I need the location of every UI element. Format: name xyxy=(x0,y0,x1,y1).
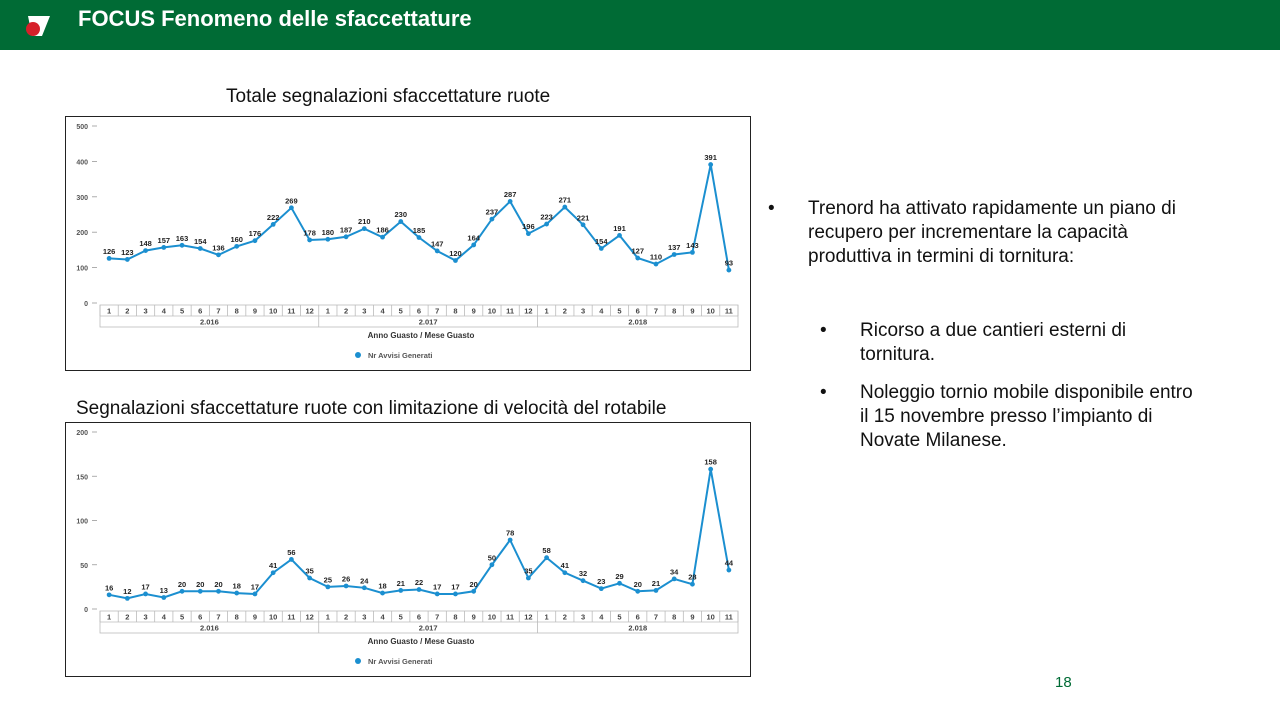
x-tick-label: 5 xyxy=(617,612,622,622)
data-point xyxy=(380,591,385,596)
data-label: 223 xyxy=(540,212,553,222)
x-tick-label: 7 xyxy=(435,612,440,622)
data-point xyxy=(672,577,677,582)
x-tick-label: 8 xyxy=(234,612,239,622)
data-label: 191 xyxy=(613,223,626,233)
x-tick-label: 7 xyxy=(653,612,659,622)
x-tick-label: 2 xyxy=(562,612,567,622)
data-label: 34 xyxy=(670,567,679,577)
data-point xyxy=(490,217,495,222)
data-label: 154 xyxy=(595,236,608,246)
data-point xyxy=(180,243,185,248)
data-label: 136 xyxy=(212,243,225,253)
x-tick-label: 11 xyxy=(287,306,296,316)
chart-2-title: Segnalazioni sfaccettature ruote con limitazione di velocità del rotabile xyxy=(76,398,667,419)
data-label: 137 xyxy=(667,243,681,253)
data-point xyxy=(398,588,403,593)
data-label: 163 xyxy=(175,233,189,243)
x-tick-label: 5 xyxy=(179,612,185,622)
data-label: 20 xyxy=(196,579,205,589)
legend-marker xyxy=(355,658,361,664)
data-label: 187 xyxy=(339,225,353,235)
x-tick-label: 2 xyxy=(562,306,567,316)
x-tick-label: 9 xyxy=(690,612,695,622)
bullet-marker: • xyxy=(820,382,827,403)
y-tick-label: 50 xyxy=(80,562,88,570)
data-point xyxy=(526,576,531,581)
data-label: 18 xyxy=(378,581,387,591)
x-tick-label: 9 xyxy=(471,306,476,316)
data-point xyxy=(271,570,276,575)
data-point xyxy=(417,235,422,240)
x-tick-label: 5 xyxy=(617,306,622,316)
data-point xyxy=(417,587,422,592)
x-tick-label: 10 xyxy=(268,306,278,316)
data-label: 25 xyxy=(323,575,333,585)
data-label: 222 xyxy=(266,212,280,222)
data-point xyxy=(289,557,294,562)
data-point xyxy=(307,238,312,243)
data-point xyxy=(325,584,330,589)
bullet-marker: • xyxy=(820,320,827,341)
data-label: 17 xyxy=(141,582,150,592)
data-point xyxy=(362,585,367,590)
x-tick-label: 11 xyxy=(287,612,296,622)
data-label: 287 xyxy=(503,189,517,199)
data-point xyxy=(198,246,203,251)
x-tick-label: 9 xyxy=(471,612,476,622)
x-tick-label: 10 xyxy=(268,612,278,622)
bullet-marker: • xyxy=(768,198,775,219)
x-tick-label: 1 xyxy=(107,306,112,316)
x-tick-label: 2 xyxy=(343,612,349,622)
x-tick-label: 6 xyxy=(198,306,203,316)
x-tick-label: 8 xyxy=(234,306,239,316)
data-label: 17 xyxy=(451,582,460,592)
data-label: 160 xyxy=(230,234,243,244)
data-label: 158 xyxy=(704,457,717,467)
data-label: 20 xyxy=(177,579,187,589)
x-tick-label: 5 xyxy=(398,612,403,622)
data-label: 147 xyxy=(430,239,444,249)
x-axis-title: Anno Guasto / Mese Guasto xyxy=(367,637,475,646)
data-label: 157 xyxy=(157,235,171,245)
x-tick-label: 11 xyxy=(724,306,733,316)
year-label: 2.016 xyxy=(199,623,219,633)
data-point xyxy=(708,162,713,167)
data-label: 196 xyxy=(522,222,535,232)
x-tick-label: 7 xyxy=(653,306,659,316)
x-tick-label: 7 xyxy=(435,306,440,316)
page-number: 18 xyxy=(1055,674,1072,691)
x-tick-label: 9 xyxy=(252,612,258,622)
data-point xyxy=(672,252,677,257)
y-tick-label: 0 xyxy=(84,607,88,614)
data-point xyxy=(726,568,731,573)
data-label: 58 xyxy=(542,546,551,556)
data-point xyxy=(107,256,112,261)
data-point xyxy=(526,231,531,236)
x-tick-label: 11 xyxy=(724,612,733,622)
data-label: 26 xyxy=(341,574,351,584)
x-tick-label: 9 xyxy=(690,306,695,316)
data-label: 186 xyxy=(376,225,389,235)
data-label: 20 xyxy=(214,579,223,589)
data-label: 32 xyxy=(578,569,588,579)
x-tick-label: 10 xyxy=(487,612,497,622)
header-bar xyxy=(0,0,1280,50)
data-label: 391 xyxy=(704,153,717,163)
data-label: 148 xyxy=(139,239,152,249)
data-point xyxy=(544,555,549,560)
data-label: 35 xyxy=(524,566,533,576)
x-tick-label: 4 xyxy=(161,612,166,622)
x-tick-label: 6 xyxy=(635,306,640,316)
data-point xyxy=(599,246,604,251)
x-tick-label: 5 xyxy=(398,306,403,316)
x-tick-label: 4 xyxy=(161,306,166,316)
x-tick-label: 10 xyxy=(706,306,715,316)
y-tick-label: 500 xyxy=(76,124,88,131)
data-label: 143 xyxy=(686,240,699,250)
data-point xyxy=(617,581,622,586)
data-label: 78 xyxy=(505,528,515,538)
data-point xyxy=(161,595,166,600)
trenord-logo-icon xyxy=(22,12,52,38)
data-point xyxy=(690,250,695,255)
year-label: 2.016 xyxy=(199,317,219,327)
x-tick-label: 3 xyxy=(143,306,148,316)
chart-1-svg xyxy=(66,117,752,372)
data-label: 221 xyxy=(576,213,590,223)
x-tick-label: 9 xyxy=(252,306,258,316)
bullet-sub-2-text: Noleggio tornio mobile disponibile entro il 15 novembre presso l’impianto di Novate Milanese. xyxy=(860,382,1193,451)
data-point xyxy=(216,589,221,594)
data-point xyxy=(362,226,367,231)
data-label: 50 xyxy=(487,553,497,563)
x-tick-label: 6 xyxy=(416,612,422,622)
x-tick-label: 8 xyxy=(672,306,677,316)
data-label: 24 xyxy=(360,576,369,586)
data-point xyxy=(271,222,276,227)
x-tick-label: 5 xyxy=(179,306,185,316)
data-label: 35 xyxy=(305,566,314,576)
x-tick-label: 1 xyxy=(544,612,549,622)
data-point xyxy=(562,570,567,575)
bullet-sub-1-text: Ricorso a due cantieri esterni di tornitura. xyxy=(860,320,1127,365)
legend-marker xyxy=(355,352,361,358)
data-label: 29 xyxy=(615,571,624,581)
x-tick-label: 4 xyxy=(599,612,604,622)
x-tick-label: 3 xyxy=(580,306,586,316)
data-point xyxy=(289,205,294,210)
data-label: 41 xyxy=(560,561,570,571)
y-tick-label: 300 xyxy=(76,194,88,202)
x-tick-label: 12 xyxy=(524,306,533,316)
data-label: 17 xyxy=(250,582,260,592)
data-label: 120 xyxy=(449,249,462,259)
data-point xyxy=(708,467,713,472)
x-tick-label: 4 xyxy=(380,306,385,316)
data-point xyxy=(726,268,731,273)
data-label: 127 xyxy=(631,246,645,256)
data-point xyxy=(581,578,586,583)
data-point xyxy=(143,592,148,597)
data-label: 110 xyxy=(649,252,663,262)
data-point xyxy=(654,588,659,593)
x-tick-label: 1 xyxy=(107,612,112,622)
data-point xyxy=(508,538,513,543)
x-tick-label: 6 xyxy=(635,612,640,622)
data-label: 18 xyxy=(232,581,241,591)
data-point xyxy=(435,249,440,254)
data-label: 93 xyxy=(724,258,734,268)
data-point xyxy=(690,582,695,587)
y-tick-label: 100 xyxy=(76,518,88,526)
data-label: 16 xyxy=(104,583,114,593)
data-label: 178 xyxy=(303,228,316,238)
data-label: 154 xyxy=(193,236,207,246)
x-tick-label: 7 xyxy=(216,306,221,316)
data-label: 12 xyxy=(123,586,132,596)
year-label: 2.017 xyxy=(418,623,438,633)
data-point xyxy=(344,584,349,589)
data-point xyxy=(253,592,258,597)
page-title: FOCUS Fenomeno delle sfaccettature xyxy=(78,6,472,31)
legend-label: Nr Avvisi Generati xyxy=(368,657,433,666)
data-point xyxy=(471,589,476,594)
x-tick-label: 1 xyxy=(325,612,330,622)
x-tick-label: 2 xyxy=(125,306,130,316)
x-tick-label: 12 xyxy=(305,612,314,622)
data-label: 21 xyxy=(651,578,661,588)
data-point xyxy=(234,244,239,249)
legend-label: Nr Avvisi Generati xyxy=(368,351,433,360)
data-point xyxy=(125,596,130,601)
data-point xyxy=(508,199,513,204)
year-label: 2.017 xyxy=(418,317,438,327)
data-label: 21 xyxy=(396,578,405,588)
y-tick-label: 150 xyxy=(76,474,88,482)
x-tick-label: 8 xyxy=(672,612,677,622)
x-tick-label: 10 xyxy=(487,306,497,316)
data-point xyxy=(344,234,349,239)
data-point xyxy=(654,262,659,267)
chart-1-title: Totale segnalazioni sfaccettature ruote xyxy=(226,86,551,107)
data-point xyxy=(617,233,622,238)
data-point xyxy=(380,235,385,240)
data-point xyxy=(198,589,203,594)
data-label: 20 xyxy=(633,579,642,589)
data-label: 230 xyxy=(394,210,408,220)
x-tick-label: 2 xyxy=(343,306,349,316)
data-point xyxy=(253,238,258,243)
x-tick-label: 12 xyxy=(524,612,533,622)
y-tick-label: 0 xyxy=(84,301,88,308)
data-point xyxy=(490,562,495,567)
x-tick-label: 10 xyxy=(706,612,715,622)
data-point xyxy=(107,592,112,597)
data-label: 269 xyxy=(285,196,298,206)
chart-2 xyxy=(65,422,751,677)
x-axis-title: Anno Guasto / Mese Guasto xyxy=(367,331,475,340)
data-point xyxy=(398,219,403,224)
x-tick-label: 12 xyxy=(305,306,314,316)
data-label: 271 xyxy=(558,195,572,205)
data-point xyxy=(307,576,312,581)
data-label: 23 xyxy=(597,577,606,587)
x-tick-label: 3 xyxy=(143,612,148,622)
data-point xyxy=(325,237,330,242)
chart-2-svg xyxy=(66,423,752,678)
data-label: 13 xyxy=(159,585,168,595)
data-label: 44 xyxy=(724,558,734,568)
data-point xyxy=(562,205,567,210)
year-label: 2.018 xyxy=(628,623,648,633)
data-label: 126 xyxy=(102,246,116,256)
x-tick-label: 1 xyxy=(544,306,549,316)
x-tick-label: 8 xyxy=(453,612,458,622)
data-point xyxy=(216,252,221,257)
data-label: 164 xyxy=(467,233,480,243)
x-tick-label: 7 xyxy=(216,612,221,622)
x-tick-label: 3 xyxy=(580,612,586,622)
y-tick-label: 200 xyxy=(76,230,88,238)
data-point xyxy=(453,258,458,263)
data-label: 56 xyxy=(287,547,296,557)
data-label: 237 xyxy=(485,207,499,217)
data-label: 176 xyxy=(248,229,262,239)
x-tick-label: 6 xyxy=(416,306,422,316)
data-label: 123 xyxy=(121,247,134,257)
x-tick-label: 4 xyxy=(599,306,604,316)
chart-1 xyxy=(65,116,751,371)
x-tick-label: 8 xyxy=(453,306,458,316)
bullet-main-text: Trenord ha attivato rapidamente un piano di recupero per incrementare la capacità produttiva in termini di tornitura: xyxy=(808,198,1176,267)
x-tick-label: 3 xyxy=(362,306,367,316)
data-point xyxy=(581,222,586,227)
data-point xyxy=(544,222,549,227)
data-label: 185 xyxy=(412,226,426,236)
y-tick-label: 100 xyxy=(76,265,88,273)
data-point xyxy=(143,248,148,253)
data-point xyxy=(234,591,239,596)
data-label: 180 xyxy=(321,227,335,237)
x-tick-label: 11 xyxy=(506,612,515,622)
data-point xyxy=(635,256,640,261)
data-label: 22 xyxy=(414,578,424,588)
data-label: 17 xyxy=(433,582,442,592)
x-tick-label: 6 xyxy=(198,612,203,622)
data-label: 210 xyxy=(358,217,371,227)
y-tick-label: 400 xyxy=(76,159,88,167)
data-point xyxy=(180,589,185,594)
data-point xyxy=(635,589,640,594)
data-point xyxy=(599,586,604,591)
x-tick-label: 1 xyxy=(325,306,330,316)
data-label: 28 xyxy=(688,572,697,582)
data-label: 41 xyxy=(268,561,278,571)
data-point xyxy=(471,243,476,248)
year-label: 2.018 xyxy=(628,317,648,327)
x-tick-label: 11 xyxy=(506,306,515,316)
y-tick-label: 200 xyxy=(76,430,88,437)
x-tick-label: 2 xyxy=(125,612,130,622)
x-tick-label: 4 xyxy=(380,612,385,622)
data-point xyxy=(453,592,458,597)
data-point xyxy=(435,592,440,597)
x-tick-label: 3 xyxy=(362,612,367,622)
data-point xyxy=(125,257,130,262)
data-label: 20 xyxy=(469,579,478,589)
data-point xyxy=(161,245,166,250)
